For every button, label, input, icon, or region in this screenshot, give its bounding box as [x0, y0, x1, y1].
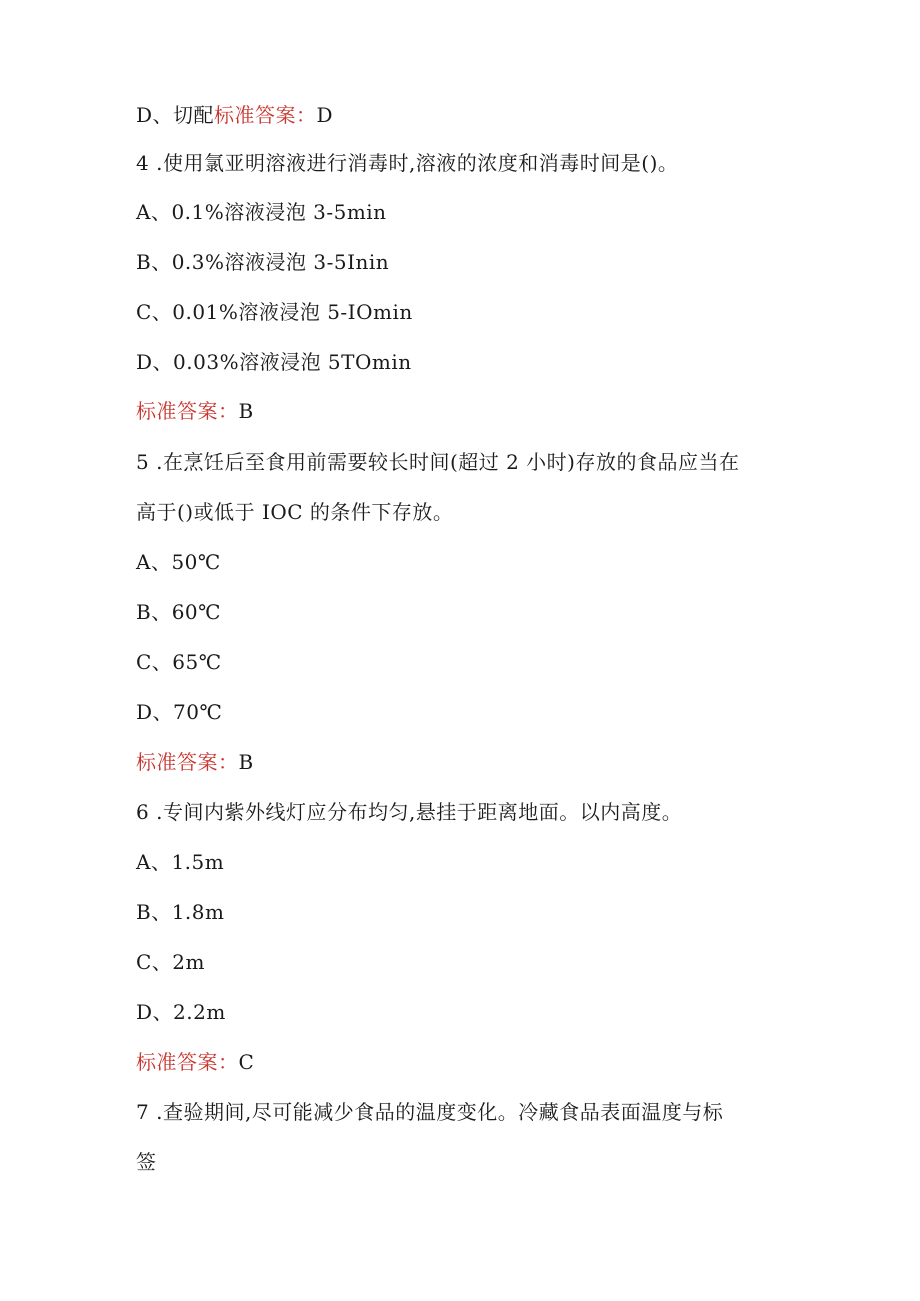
q6-option-a: A、1.5m [136, 850, 225, 874]
q6-answer [136, 1049, 254, 1075]
q6-option-c: C、2m [136, 950, 205, 974]
q6-option-b: B、1.8m [136, 900, 225, 924]
q3-option-d [136, 102, 333, 128]
q4-option-a: A、0.1%溶液浸泡 3-5min [136, 200, 387, 224]
q3-answer-value: D [316, 103, 334, 127]
q5-answer [136, 749, 254, 775]
q5-stem-line1: 5 .在烹饪后至食用前需要较长时间(超过 2 小时)存放的食品应当在 [136, 450, 740, 474]
q6-stem: 6 .专间内紫外线灯应分布均匀,悬挂于距离地面。以内高度。 [136, 800, 683, 824]
q3-option-d-text: D、切配 [136, 103, 215, 127]
q7-stem-line2: 签 [136, 1150, 157, 1174]
q6-answer-label: 标准答案： [136, 1050, 239, 1074]
q4-answer-value: B [238, 399, 254, 423]
q4-option-c: C、0.01%溶液浸泡 5-IOmin [136, 300, 413, 324]
q6-option-d: D、2.2m [136, 1000, 226, 1024]
q4-answer [136, 398, 254, 424]
q4-stem: 4 .使用氯亚明溶液进行消毒时,溶液的浓度和消毒时间是()。 [136, 151, 679, 175]
q5-answer-label: 标准答案： [136, 750, 239, 774]
q4-option-d: D、0.03%溶液浸泡 5TOmin [136, 350, 412, 374]
q7-stem-line1: 7 .查验期间,尽可能减少食品的温度变化。冷藏食品表面温度与标 [136, 1100, 724, 1124]
q5-option-a: A、50℃ [136, 550, 221, 574]
q5-option-b: B、60℃ [136, 600, 222, 624]
q6-answer-value: C [238, 1050, 255, 1074]
q4-option-b: B、0.3%溶液浸泡 3-5Inin [136, 250, 390, 274]
q5-option-d: D、70℃ [136, 700, 223, 724]
q5-answer-value: B [238, 750, 254, 774]
q3-answer-label: 标准答案： [214, 103, 317, 127]
q5-stem-line2: 高于()或低于 IOC 的条件下存放。 [136, 500, 454, 524]
q5-option-c: C、65℃ [136, 650, 222, 674]
q4-answer-label: 标准答案： [136, 399, 239, 423]
